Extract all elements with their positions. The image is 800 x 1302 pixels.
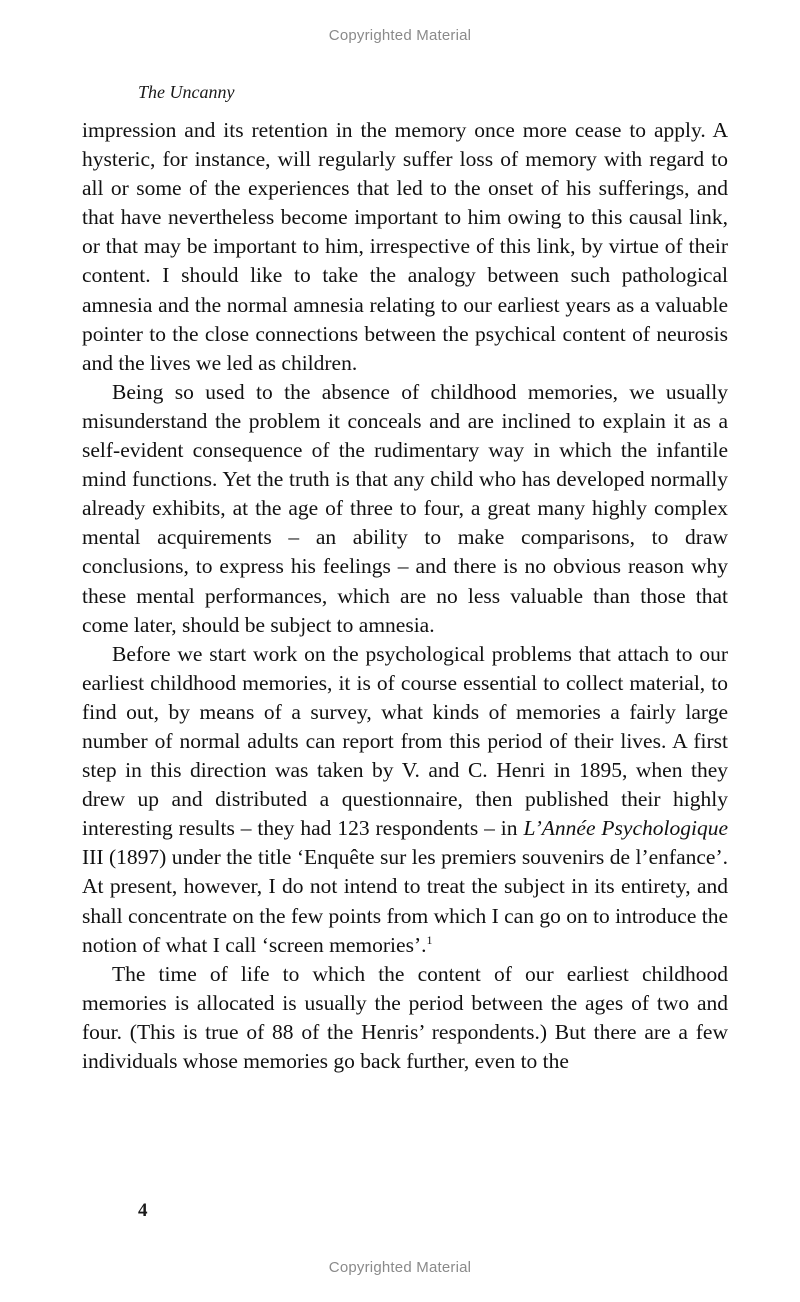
paragraph-2: Being so used to the absence of childhood memories, we usually misunderstand the problem it conceals and are inclined to explain it as a self-evident consequence of the rudimentary way in which the infantile mind functions. Yet the truth is that any child who has developed normally already exhibits, at the age of three to four, a great many highly complex mental acquirements – an ability to make comparisons, to draw conclusions, to express his feelings – and there is no obvious reason why these mental performances, which are no less valuable than those that come later, should be subject to amnesia.	[82, 379, 728, 637]
paragraph-4: The time of life to which the content of our earliest childhood memories is allocated is usually the period between the ages of two and four. (This is true of 88 of the Henris’ respondents.) But there are a few individuals whose memories go back further, even to the	[82, 961, 728, 1073]
body-text	[82, 116, 728, 1076]
page-number: 4	[138, 1200, 148, 1221]
copyright-watermark-top: Copyrighted Material	[328, 27, 472, 44]
footnote-ref: 1	[426, 932, 433, 947]
copyright-watermark-bottom: Copyrighted Material	[328, 1259, 472, 1276]
paragraph-3	[82, 640, 728, 960]
running-head: The Uncanny	[138, 82, 235, 102]
paragraph-3-text-after: III (1897) under the title ‘Enquête sur les premiers souvenirs de l’enfance’. At present, however, I do not intend to treat the subject in its entirety, and shall concentrate on the few points from which I can go on to introduce the notion of what I call ‘screen memories’.	[82, 845, 728, 957]
paragraph-3-text-before: Before we start work on the psychological problems that attach to our earliest childhood memories, it is of course essential to collect material, to find out, by means of a survey, what kinds of memories a fairly large number of normal adults can report from this period of their lives. A first step in this direction was taken by V. and C. Henri in 1895, when they drew up and distributed a questionnaire, then published their highly interesting results – they had 123 respondents – in	[82, 641, 728, 841]
journal-title: L’Année Psychologique	[523, 816, 728, 841]
paragraph-1: impression and its retention in the memory once more cease to apply. A hysteric, for instance, will regularly suffer loss of memory with regard to all or some of the experiences that led to the onset of his sufferings, and that have nevertheless become important to him owing to this causal link, or that may be important to him, irrespective of this link, by virtue of their content. I should like to take the analogy between such pathological amnesia and the normal amnesia relating to our earliest years as a valuable pointer to the close connections between the psychical content of neurosis and the lives we led as children.	[82, 118, 728, 375]
